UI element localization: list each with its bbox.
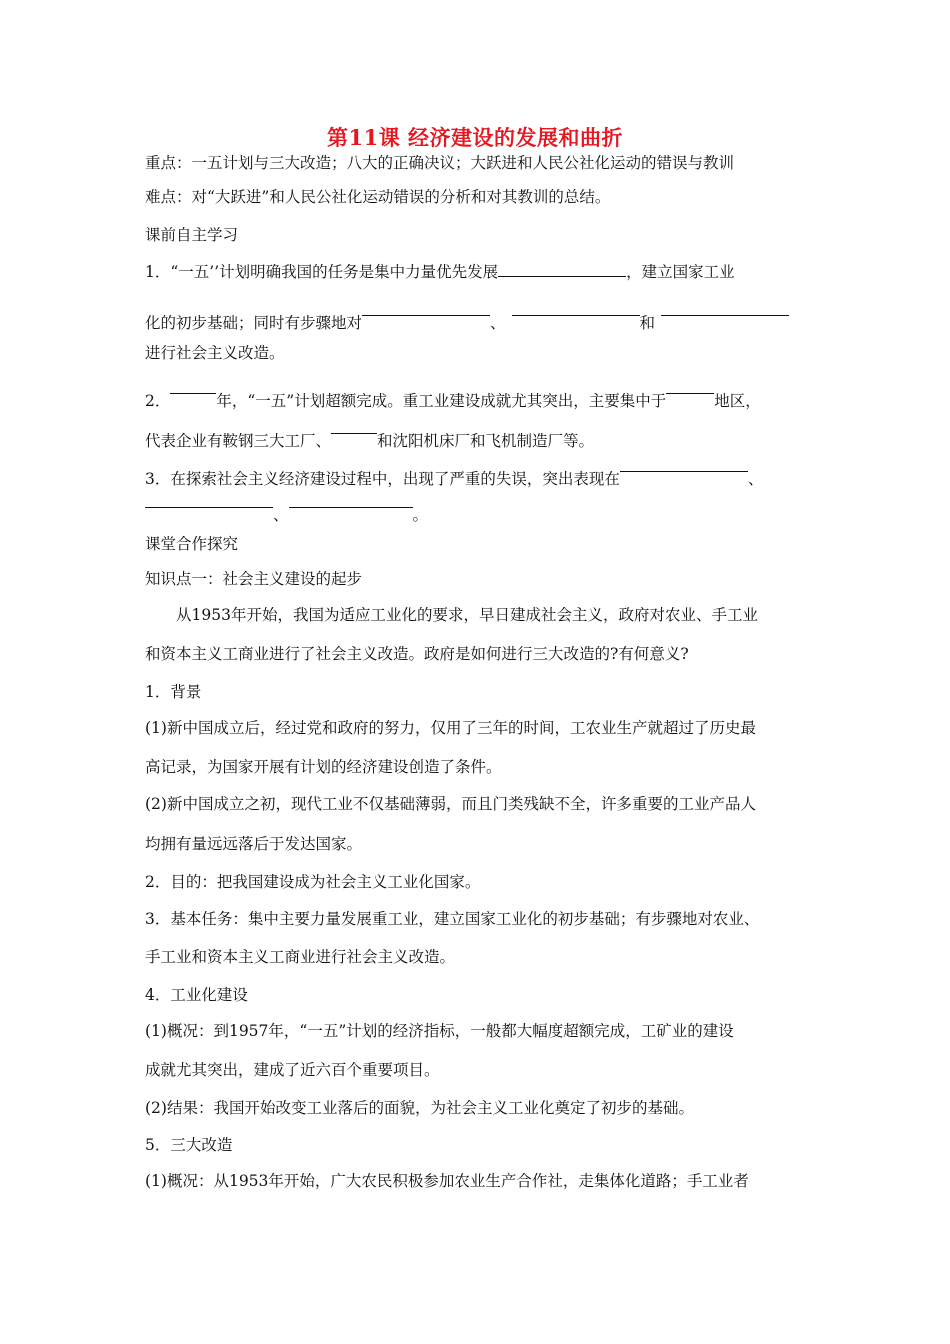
fill-blank[interactable]: [289, 492, 413, 508]
fill-blank[interactable]: [145, 492, 273, 508]
intro-line-1: 从1953年开始，我国为适应工业化的要求，早日建成社会主义，政府对农业、手工业: [176, 606, 758, 624]
focus-line: 重点：一五计划与三大改造；八大的正确决议；大跃进和人民公社化运动的错误与教训: [145, 154, 735, 172]
q2-text-c: 地区，: [714, 392, 761, 410]
fill-blank[interactable]: [666, 378, 714, 394]
section-1-item-1-line-2: 高记录，为国家开展有计划的经济建设创造了条件。: [145, 758, 502, 776]
fill-blank[interactable]: [620, 456, 748, 472]
section-1-item-1-line-1: (1)新中国成立后，经过党和政府的努力，仅用了三年的时间，工农业生产就超过了历史最: [145, 719, 756, 737]
question-1-line-2: [145, 300, 789, 334]
lesson-title: 第11课 经济建设的发展和曲折: [326, 125, 624, 150]
class-heading: 课堂合作探究: [145, 535, 239, 553]
section-4-item-1-line-1: (1)概况：到1957年，“一五”计划的经济指标，一般都大幅度超额完成，工矿业的建设: [145, 1022, 734, 1040]
q2-text-d: 代表企业有鞍钢三大工厂、: [145, 432, 332, 450]
question-1-line-3: 进行社会主义改造。: [145, 344, 285, 362]
intro-line-2: 和资本主义工商业进行了社会主义改造。政府是如何进行三大改造的?有何意义?: [145, 645, 689, 663]
fill-blank[interactable]: [362, 300, 490, 316]
fill-blank[interactable]: [661, 300, 789, 316]
fill-blank[interactable]: [331, 418, 377, 434]
fill-blank[interactable]: [512, 300, 640, 316]
q3-text-b: 、: [747, 470, 764, 488]
section-4-heading: 4．工业化建设: [145, 986, 248, 1004]
difficulty-line: 难点：对“大跃进”和人民公社化运动错误的分析和对其教训的总结。: [145, 188, 611, 206]
question-3-line-2: [145, 492, 428, 526]
q2-text-b: 年，“一五”计划超额完成。重工业建设成就尤其突出，主要集中于: [216, 392, 667, 410]
q1-text-e: 和: [639, 314, 656, 332]
section-1-heading: 1．背景: [145, 683, 202, 701]
fill-blank[interactable]: [170, 378, 216, 394]
section-3-line-1: 3．基本任务：集中主要力量发展重工业，建立国家工业化的初步基础；有步骤地对农业、: [145, 910, 760, 928]
q1-text-d: 、: [490, 314, 506, 332]
q3-text-c: 、: [273, 506, 289, 524]
section-4-item-1-line-2: 成就尤其突出，建成了近六百个重要项目。: [145, 1061, 440, 1079]
q2-text-a: 2．: [145, 392, 171, 410]
question-2-line-1: [145, 378, 761, 412]
preview-heading: 课前自主学习: [145, 226, 239, 244]
q1-text-a: 1．“一五’’计划明确我国的任务是集中力量优先发展: [145, 263, 499, 281]
q3-text-d: 。: [412, 506, 429, 524]
section-5-heading: 5．三大改造: [145, 1136, 233, 1154]
question-2-line-2: [145, 418, 594, 452]
question-3-line-1: [145, 456, 763, 490]
q3-text-a: 3．在探索社会主义经济建设过程中，出现了严重的失误，突出表现在: [145, 470, 620, 488]
q2-text-e: 和沈阳机床厂和飞机制造厂等。: [377, 432, 595, 450]
section-3-line-2: 手工业和资本主义工商业进行社会主义改造。: [145, 948, 456, 966]
fill-blank[interactable]: [498, 261, 626, 277]
section-5-item-1-line-1: (1)概况：从1953年开始，广大农民积极参加农业生产合作社，走集体化道路；手工业者: [145, 1172, 749, 1190]
section-1-item-2-line-1: (2)新中国成立之初，现代工业不仅基础薄弱，而且门类残缺不全，许多重要的工业产品人: [145, 795, 756, 813]
section-4-item-2-line: (2)结果：我国开始改变工业落后的面貌，为社会主义工业化奠定了初步的基础。: [145, 1099, 694, 1117]
q1-text-b: ，建立国家工业: [626, 263, 735, 281]
question-1-line-1: [145, 261, 735, 283]
q1-text-c: 化的初步基础；同时有步骤地对: [145, 314, 363, 332]
section-1-item-2-line-2: 均拥有量远远落后于发达国家。: [145, 835, 363, 853]
knowledge-point-1: 知识点一：社会主义建设的起步: [145, 570, 363, 588]
section-2-line: 2．目的：把我国建设成为社会主义工业化国家。: [145, 873, 481, 891]
